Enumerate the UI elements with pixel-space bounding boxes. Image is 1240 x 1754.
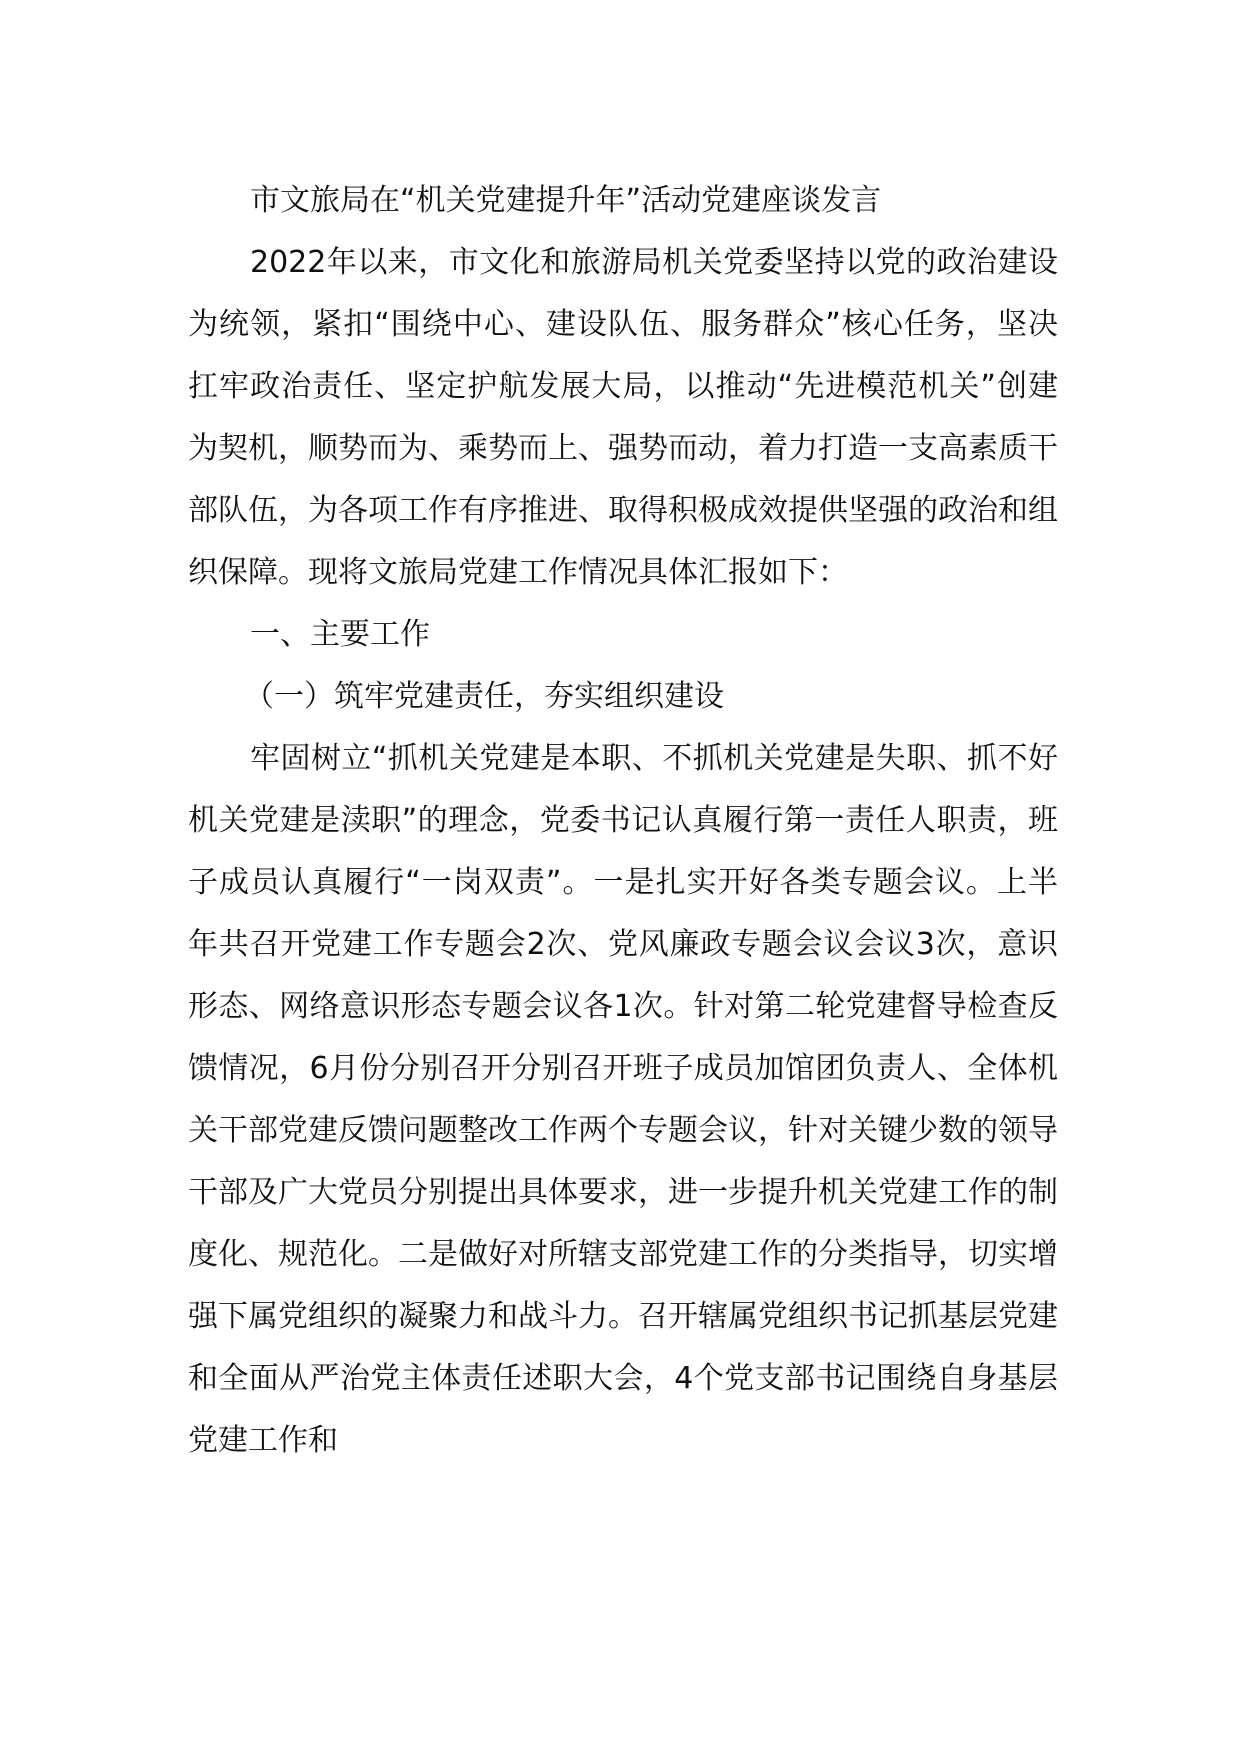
document-body (188, 170, 1058, 1472)
section-heading: 一、主要工作 (250, 617, 430, 652)
intro-paragraph: 2022年以来，市文化和旅游局机关党委坚持以党的政治建设为统领，紧扣“围绕中心、建设队伍、服务群众”核心任务，坚决扛牢政治责任、坚定护航发展大局，以推动“先进模范机关”创建为契机，顺势而为、乘势而上、强势而动，着力打造一支高素质干部队伍，为各项工作有序推进、取得积极成效提供坚强的政治和组织保障。现将文旅局党建工作情况具体汇报如下： (188, 245, 1058, 590)
document-title: 市文旅局在“机关党建提升年”活动党建座谈发言 (250, 183, 882, 218)
subsection-heading: （一）筑牢党建责任，夯实组织建设 (244, 679, 724, 714)
body-paragraph: 牢固树立“抓机关党建是本职、不抓机关党建是失职、抓不好机关党建是渎职”的理念，党委书记认真履行第一责任人职责，班子成员认真履行“一岗双责”。一是扎实开好各类专题会议。上半年共召开党建工作专题会2次、党风廉政专题会议会议3次，意识形态、网络意识形态专题会议各1次。针对第二轮党建督导检查反馈情况，6月份分别召开分别召开班子成员加馆团负责人、全体机关干部党建反馈问题整改工作两个专题会议，针对关键少数的领导干部及广大党员分别提出具体要求，进一步提升机关党建工作的制度化、规范化。二是做好对所辖支部党建工作的分类指导，切实增强下属党组织的凝聚力和战斗力。召开辖属党组织书记抓基层党建和全面从严治党主体责任述职大会，4个党支部书记围绕自身基层党建工作和 (188, 741, 1058, 1458)
